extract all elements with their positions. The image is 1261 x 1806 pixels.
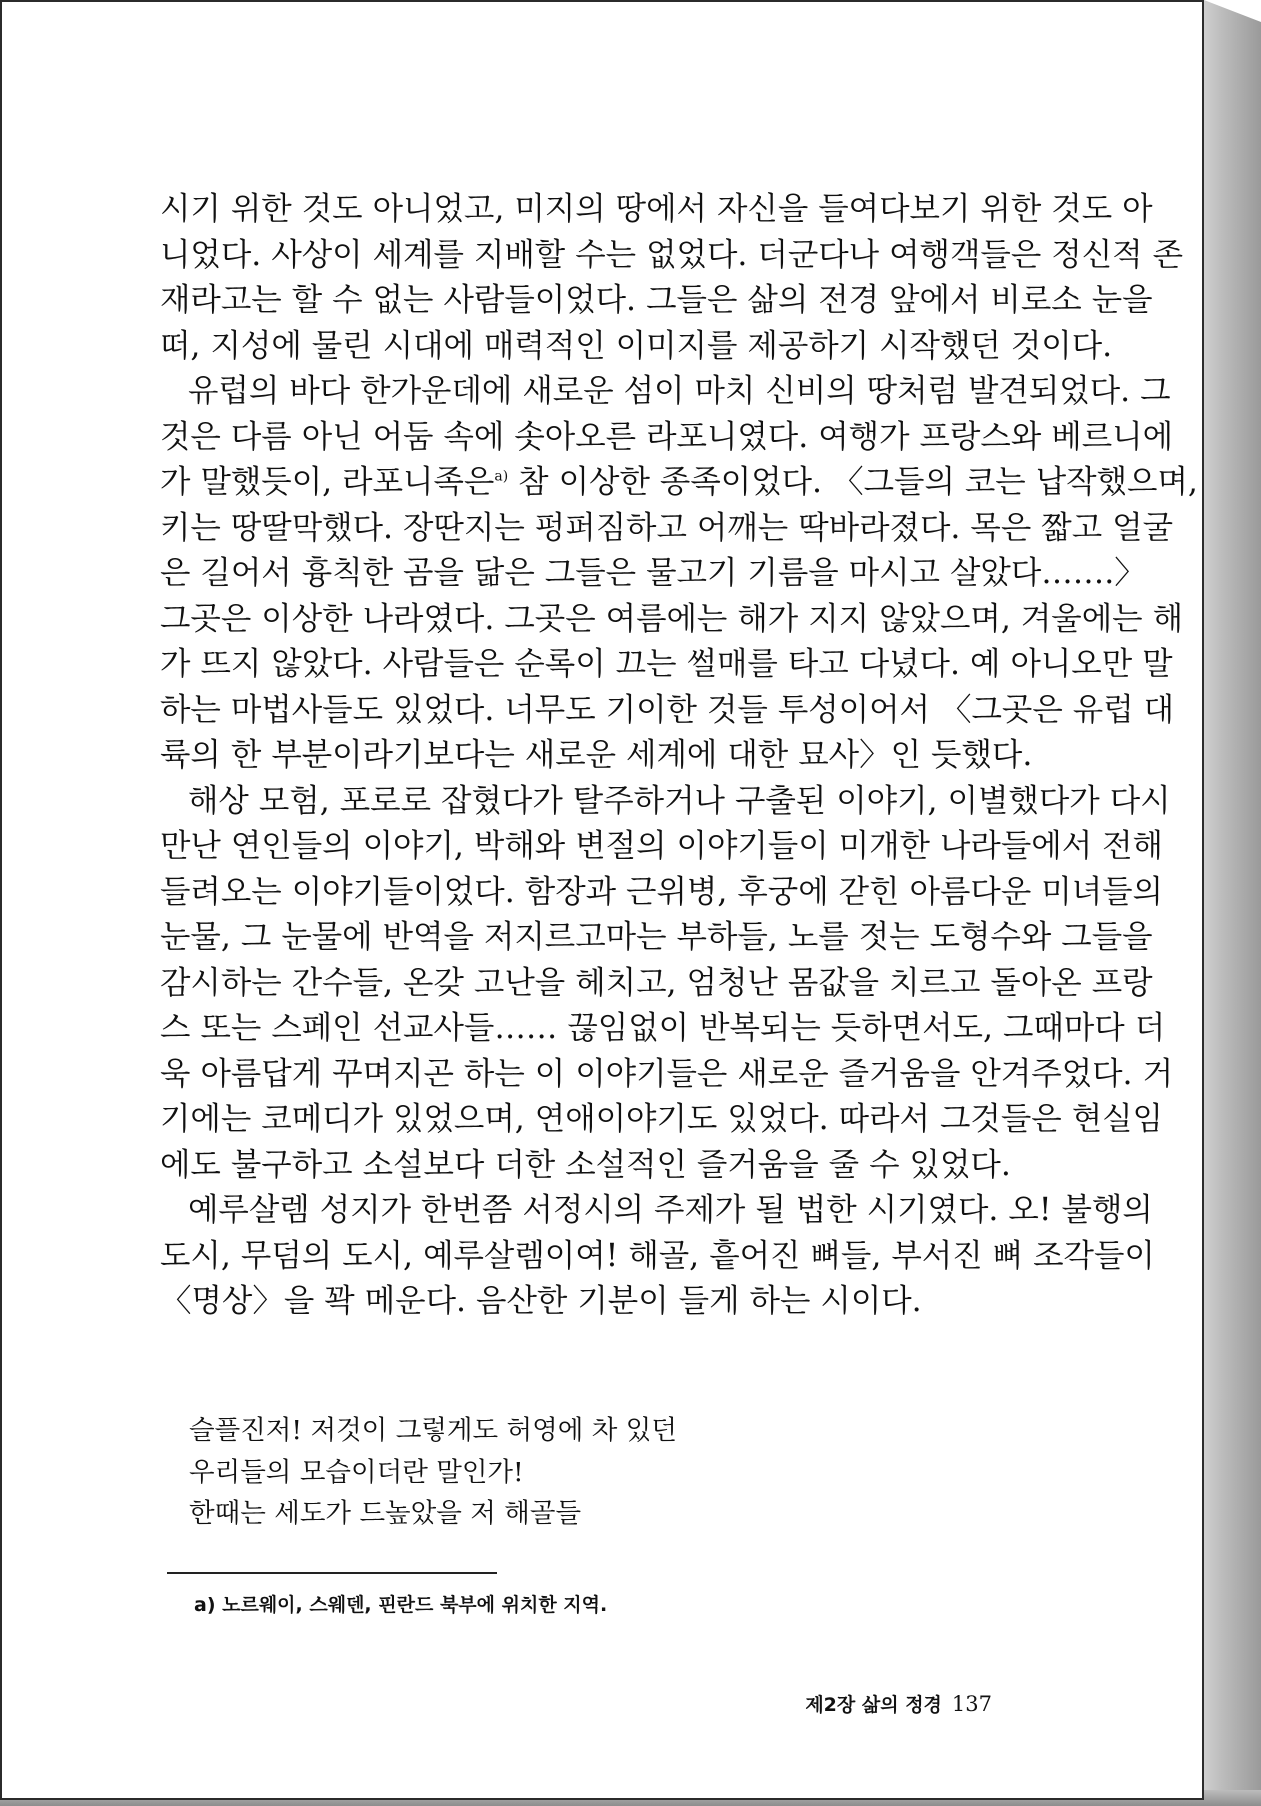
poem-line: 우리들의 모습이더란 말인가!	[189, 1456, 524, 1488]
text-line: 니었다. 사상이 세계를 지배할 수는 없었다. 더군다나 여행객들은 정신적 존	[160, 236, 1184, 273]
text-line: 은 길어서 흉칙한 곰을 닮은 그들은 물고기 기름을 마시고 살았다…….〉	[160, 555, 1146, 591]
text-line: 재라고는 할 수 없는 사람들이었다. 그들은 삶의 전경 앞에서 비로소 눈을	[160, 282, 1153, 318]
text-line: 해상 모험, 포로로 잡혔다가 탈주하거나 구출된 이야기, 이별했다가 다시	[188, 782, 1171, 819]
paragraph-2	[160, 369, 1198, 779]
text-line: 그곳은 이상한 나라였다. 그곳은 여름에는 해가 지지 않았으며, 겨울에는 해	[160, 600, 1184, 637]
text-line: 들려오는 이야기들이었다. 함장과 근위병, 후궁에 갇힌 아름다운 미녀들의	[160, 873, 1163, 910]
text-line: 유럽의 바다 한가운데에 새로운 섬이 마치 신비의 땅처럼 발견되었다. 그	[188, 373, 1171, 409]
footnote: a) 노르웨이, 스웨덴, 핀란드 북부에 위치한 지역.	[194, 1594, 608, 1616]
page-block-side-edge	[1204, 0, 1261, 1806]
footnote-marker: a)	[494, 468, 509, 485]
text-line: 기에는 코메디가 있었으며, 연애이야기도 있었다. 따라서 그것들은 현실임	[160, 1101, 1163, 1137]
text-line: 만난 연인들의 이야기, 박해와 변절의 이야기들이 미개한 나라들에서 전해	[160, 828, 1163, 864]
text-line: 떠, 지성에 물린 시대에 매력적인 이미지를 제공하기 시작했던 것이다.	[160, 327, 1113, 364]
text-line: 가 뜨지 않았다. 사람들은 순록이 끄는 썰매를 타고 다녔다. 예 아니오만 말	[160, 646, 1173, 682]
text-line: 것은 다름 아닌 어둠 속에 솟아오른 라포니였다. 여행가 프랑스와 베르니에	[160, 418, 1174, 455]
text-line: 〈명상〉을 꽉 메운다. 음산한 기분이 들게 하는 시이다.	[160, 1283, 922, 1319]
paragraph-4	[160, 1188, 1155, 1325]
poem-line: 한때는 세도가 드높았을 저 해골들	[189, 1498, 582, 1529]
text-line: 예루살렘 성지가 한번쯤 서정시의 주제가 될 법한 시기였다. 오! 불행의	[188, 1192, 1153, 1228]
page-number: 137	[951, 1692, 992, 1716]
paragraph-3	[160, 779, 1174, 1189]
text-line: 시기 위한 것도 아니었고, 미지의 땅에서 자신을 들여다보기 위한 것도 아	[160, 191, 1153, 227]
running-footer	[805, 1690, 992, 1717]
text-line: 륙의 한 부분이라기보다는 새로운 세계에 대한 묘사〉인 듯했다.	[160, 737, 1033, 773]
text-line: 스 또는 스페인 선교사들…… 끊임없이 반복되는 듯하면서도, 그때마다 더	[160, 1010, 1166, 1046]
poem-line: 슬플진저! 저것이 그렇게도 허영에 차 있던	[189, 1415, 677, 1446]
text-line: 도시, 무덤의 도시, 예루살렘이여! 해골, 흩어진 뼈들, 부서진 뼈 조각들이	[160, 1237, 1155, 1274]
text-line: 에도 불구하고 소설보다 더한 소설적인 즐거움을 줄 수 있었다.	[160, 1146, 1011, 1183]
body-text	[160, 187, 1198, 1325]
text-line-with-footnote	[160, 460, 1198, 506]
text-line: 감시하는 간수들, 온갖 고난을 헤치고, 엄청난 몸값을 치르고 돌아온 프랑	[160, 964, 1153, 1001]
text-line: 눈물, 그 눈물에 반역을 저지르고마는 부하들, 노를 젓는 도형수와 그들을	[160, 919, 1153, 955]
poem-excerpt	[189, 1410, 677, 1535]
text-line: 하는 마법사들도 있었다. 너무도 기이한 것들 투성이어서 〈그곳은 유럽 대	[160, 691, 1175, 728]
text-segment: 가 말했듯이, 라포니족은	[160, 464, 495, 500]
footnote-divider	[167, 1572, 497, 1574]
text-segment: 참 이상한 종족이었다. 〈그들의 코는 납작했으며,	[508, 464, 1198, 500]
paragraph-1	[160, 187, 1184, 369]
chapter-title: 제2장 삶의 정경	[805, 1694, 942, 1716]
text-line: 욱 아름답게 꾸며지곤 하는 이 이야기들은 새로운 즐거움을 안겨주었다. 거	[160, 1055, 1174, 1092]
text-line: 키는 땅딸막했다. 장딴지는 펑퍼짐하고 어깨는 딱바라졌다. 목은 짧고 얼굴	[160, 509, 1174, 546]
